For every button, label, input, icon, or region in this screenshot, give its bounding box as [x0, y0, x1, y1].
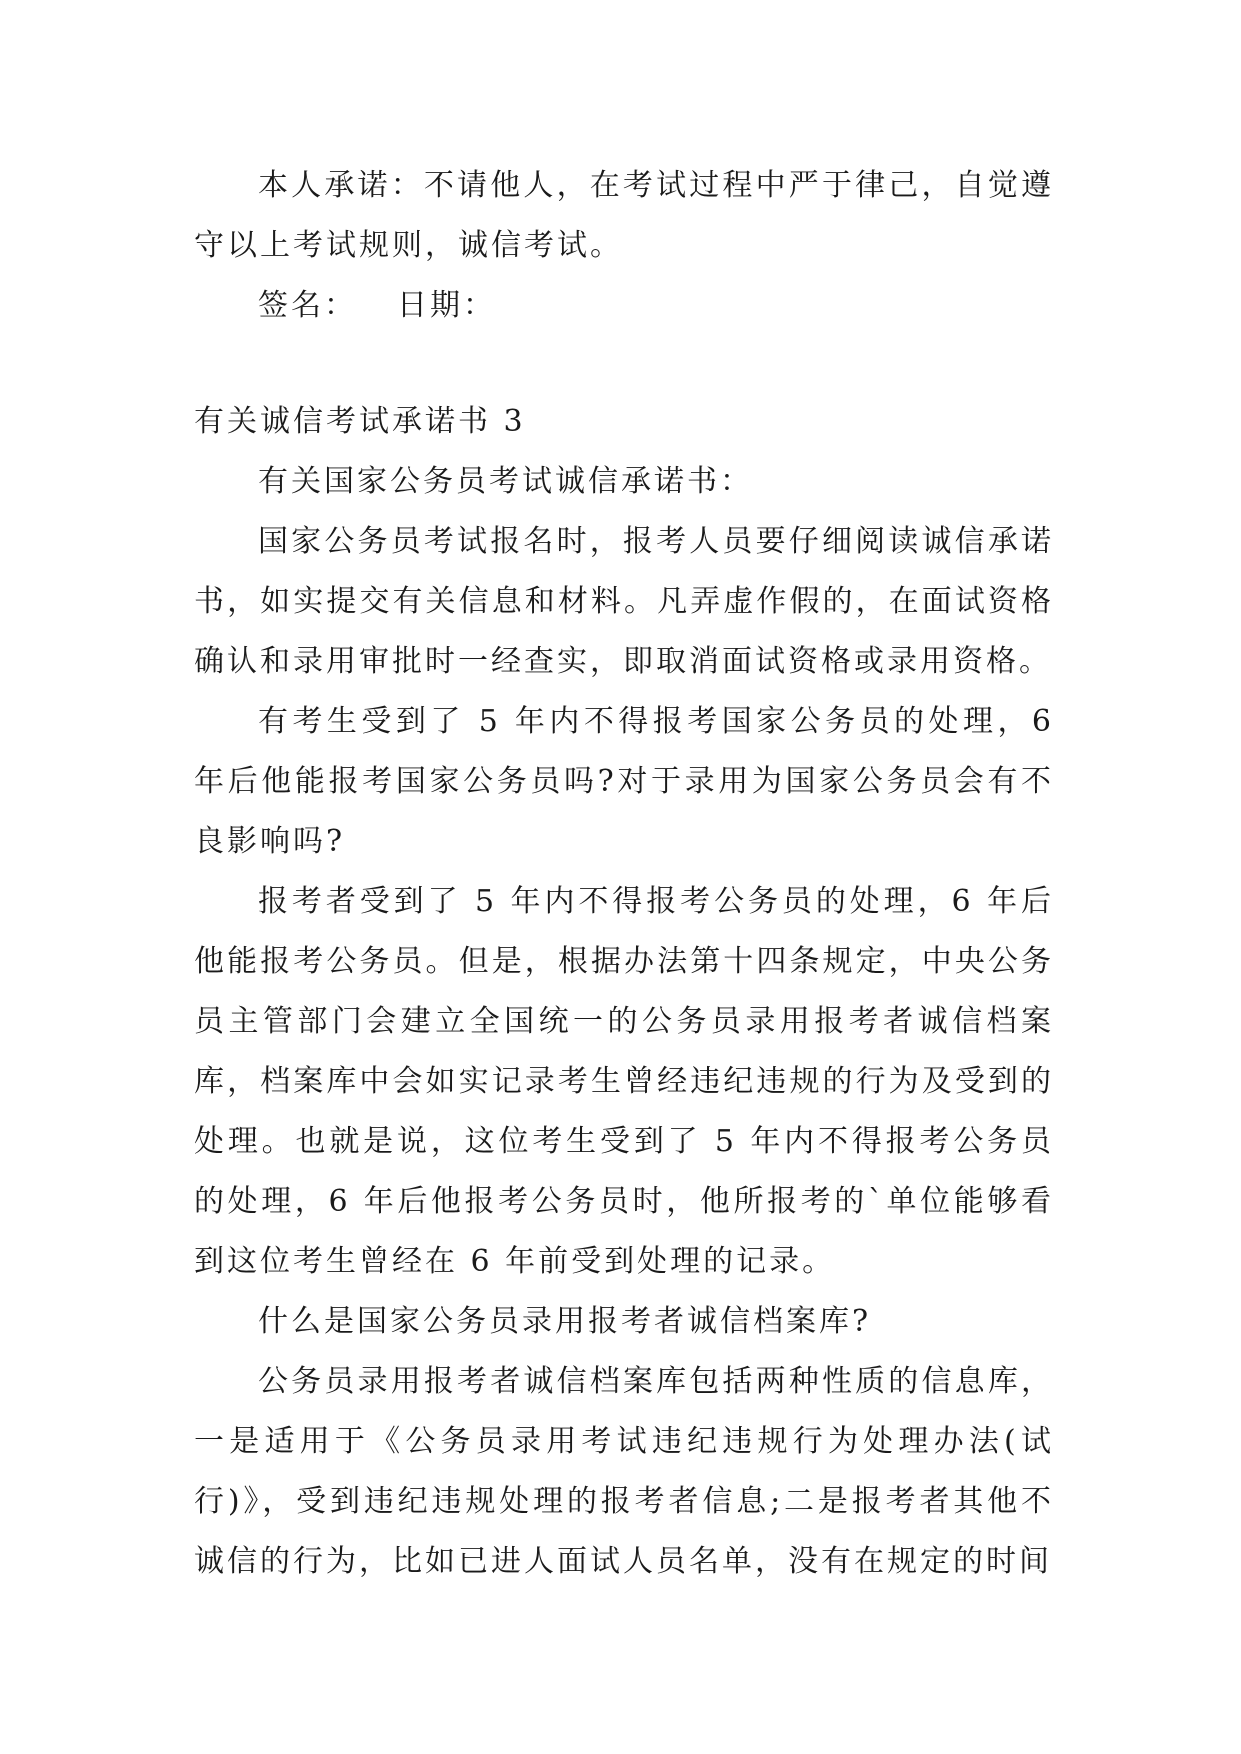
- signature-line: [194, 276, 1054, 336]
- signature-label: 签名：: [258, 288, 357, 323]
- pledge-paragraph: 本人承诺：不请他人，在考试过程中严于律己，自觉遵守以上考试规则，诚信考试。: [194, 168, 1054, 263]
- paragraph-4: 报考者受到了 5 年内不得报考公务员的处理，6 年后他能报考公务员。但是，根据办法第十四条规定，中央公务员主管部门会建立全国统一的公务员录用报考者诚信档案库，档案库中会如实记录考生曾经违纪违规的行为及受到的处理。也就是说，这位考生受到了 5 年内不得报考公务员的处理，6 年后他报考公务员时，他所报考的`单位能够看到这位考生曾经在 6 年前受到处理的记录。: [194, 884, 1054, 1279]
- paragraph-6: 公务员录用报考者诚信档案库包括两种性质的信息库，一是适用于《公务员录用考试违纪违规行为处理办法(试行)》，受到违纪违规处理的报考者信息;二是报考者其他不诚信的行为，比如已进人面试人员名单，没有在规定的时间: [194, 1364, 1054, 1579]
- paragraph-1: 有关国家公务员考试诚信承诺书：: [258, 464, 753, 499]
- paragraph-5: 什么是国家公务员录用报考者诚信档案库?: [258, 1304, 872, 1339]
- date-label: 日期：: [397, 288, 496, 323]
- document-body: [194, 156, 1054, 1592]
- section-title: 有关诚信考试承诺书 3: [194, 404, 526, 439]
- paragraph-2: 国家公务员考试报名时，报考人员要仔细阅读诚信承诺书，如实提交有关信息和材料。凡弄虚作假的，在面试资格确认和录用审批时一经查实，即取消面试资格或录用资格。: [194, 524, 1054, 679]
- paragraph-3: 有考生受到了 5 年内不得报考国家公务员的处理，6 年后他能报考国家公务员吗?对于录用为国家公务员会有不良影响吗?: [194, 704, 1054, 859]
